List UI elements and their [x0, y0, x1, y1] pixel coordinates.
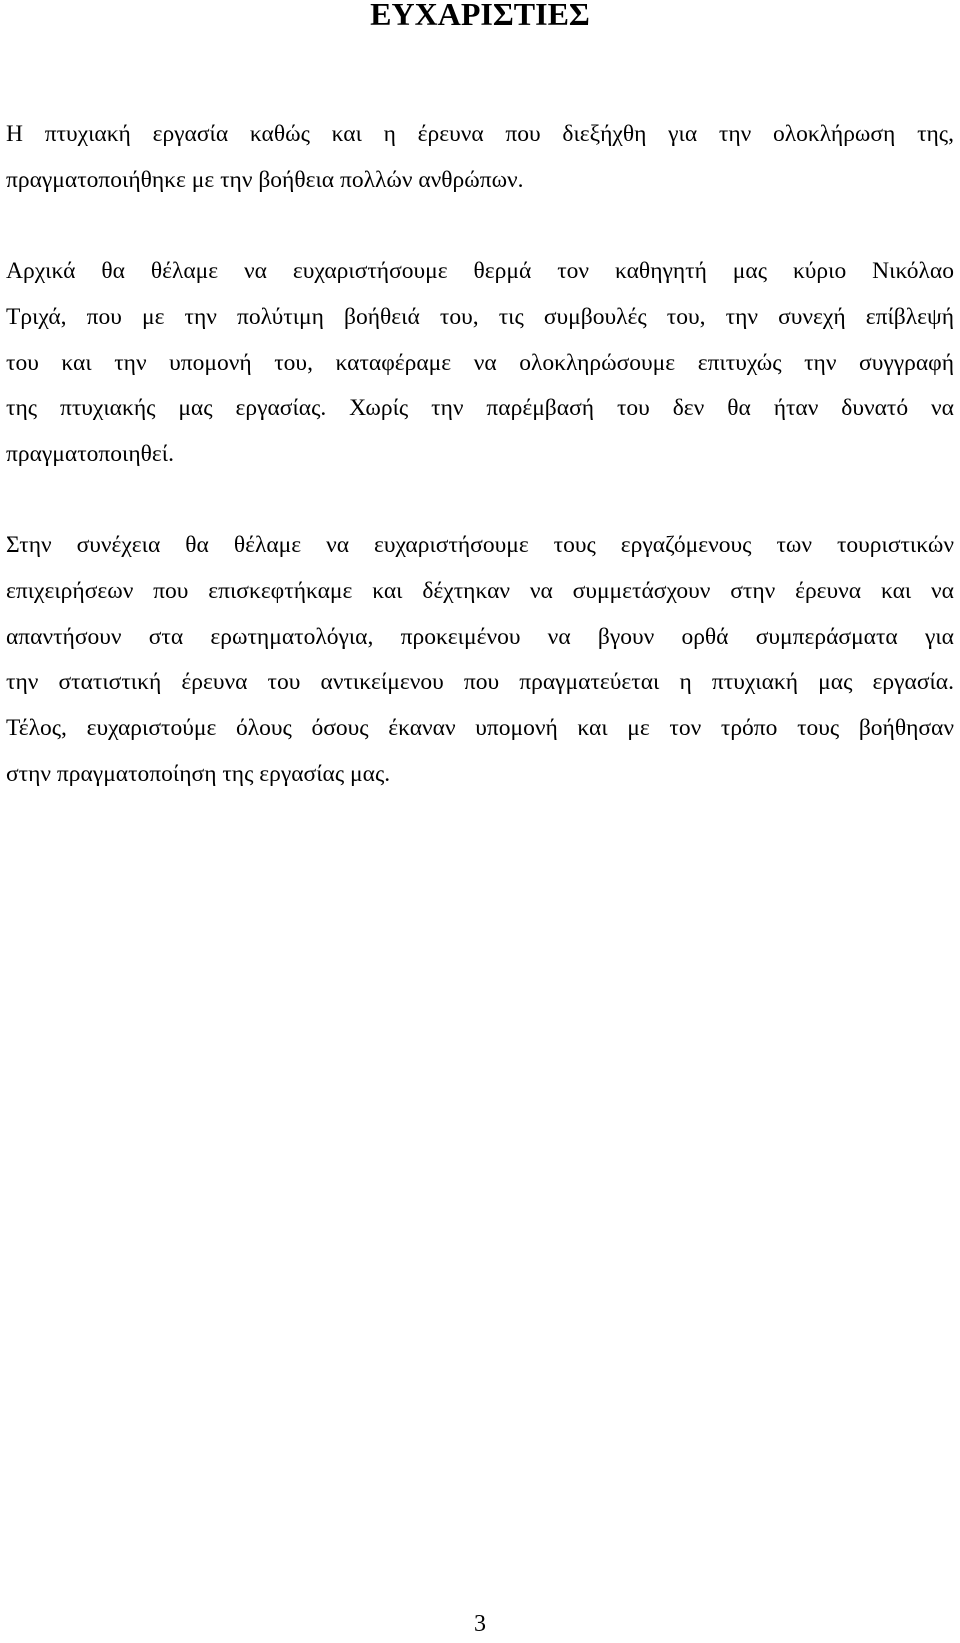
text-line: την στατιστική έρευνα του αντικείμενου που πραγματεύεται η πτυχιακή μας εργασία.	[6, 669, 954, 696]
paragraph-participants-thanks	[6, 523, 954, 798]
text-line: επιχειρήσεων που επισκεφτήκαμε και δέχτηκαν να συμμετάσχουν στην έρευνα και να	[6, 577, 954, 604]
paragraph-supervisor-thanks	[6, 249, 954, 478]
text-line: Τριχά, που με την πολύτιμη βοήθειά του, τις συμβουλές του, την συνεχή επίβλεψή	[6, 303, 954, 330]
text-line: του και την υπομονή του, καταφέραμε να ολοκληρώσουμε επιτυχώς την συγγραφή	[6, 349, 954, 376]
paragraph-intro	[6, 112, 954, 204]
text-line: Στην συνέχεια θα θέλαμε να ευχαριστήσουμε τους εργαζόμενους των τουριστικών	[6, 532, 954, 558]
text-line: στην πραγματοποίηση της εργασίας μας.	[6, 760, 391, 787]
page-number: 3	[474, 1611, 486, 1637]
text-line: Η πτυχιακή εργασία καθώς και η έρευνα που διεξήχθη για την ολοκλήρωση της,	[6, 121, 954, 147]
text-line: πραγματοποιήθηκε με την βοήθεια πολλών ανθρώπων.	[6, 166, 524, 193]
text-line: της πτυχιακής μας εργασίας. Χωρίς την παρέμβασή του δεν θα ήταν δυνατό να	[6, 395, 954, 422]
page-title: ΕΥΧΑΡΙΣΤΙΕΣ	[370, 0, 590, 32]
text-line: Τέλος, ευχαριστούμε όλους όσους έκαναν υπομονή και με τον τρόπο τους βοήθησαν	[6, 715, 954, 742]
text-line: απαντήσουν στα ερωτηματολόγια, προκειμένου να βγουν ορθά συμπεράσματα για	[6, 623, 954, 650]
text-line: Αρχικά θα θέλαμε να ευχαριστήσουμε θερμά τον καθηγητή μας κύριο Νικόλαο	[6, 258, 954, 284]
text-line: πραγματοποιηθεί.	[6, 441, 174, 468]
